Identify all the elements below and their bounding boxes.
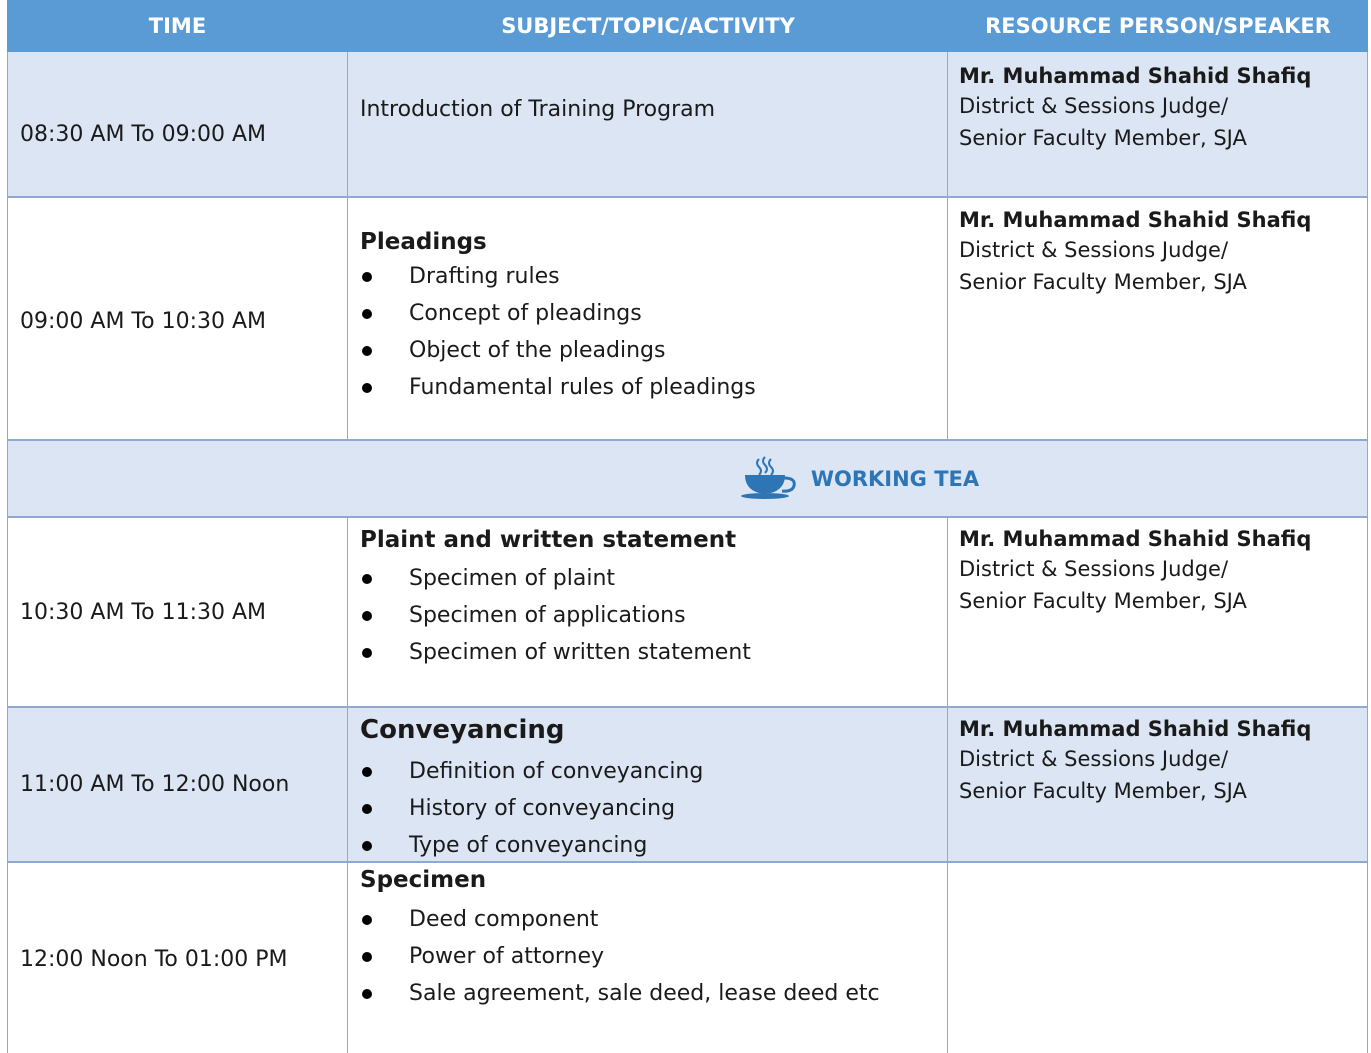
topic-title: Conveyancing [360,715,565,745]
topic-title: Pleadings [360,229,487,255]
table-row [7,863,1368,1053]
list-item: Specimen of plaint [348,560,751,597]
topic-bullets [348,258,756,406]
speaker-affiliation: Senior Faculty Member, SJA [959,270,1247,294]
list-item: Fundamental rules of pleadings [348,369,756,406]
break-row [7,441,1368,517]
time-cell: 11:00 AM To 12:00 Noon [20,772,290,797]
table-row [7,518,1368,707]
speaker-title: District & Sessions Judge/ [959,94,1229,118]
topic-bullets [348,560,751,671]
list-item: Concept of pleadings [348,295,756,332]
list-item: Specimen of written statement [348,634,751,671]
speaker-name: Mr. Muhammad Shahid Shafiq [959,527,1312,551]
list-item: Drafting rules [348,258,756,295]
header-subject: SUBJECT/TOPIC/ACTIVITY [348,0,948,52]
list-item: Specimen of applications [348,597,751,634]
time-cell: 12:00 Noon To 01:00 PM [20,947,288,972]
speaker-name: Mr. Muhammad Shahid Shafiq [959,64,1312,88]
table-row [7,708,1368,862]
speaker-title: District & Sessions Judge/ [959,238,1229,262]
speaker-title: District & Sessions Judge/ [959,747,1229,771]
list-item: Type of conveyancing [348,827,703,864]
speaker-name: Mr. Muhammad Shahid Shafiq [959,208,1312,232]
list-item: Deed component [348,901,880,938]
table-row [7,52,1368,197]
time-cell: 08:30 AM To 09:00 AM [20,122,266,147]
speaker-affiliation: Senior Faculty Member, SJA [959,779,1247,803]
list-item: Definition of conveyancing [348,753,703,790]
speaker-title: District & Sessions Judge/ [959,557,1229,581]
speaker-affiliation: Senior Faculty Member, SJA [959,589,1247,613]
schedule-table [7,0,1368,1053]
table-row [7,198,1368,440]
list-item: Sale agreement, sale deed, lease deed etc [348,975,880,1012]
topic-bullets [348,753,703,864]
speaker-name: Mr. Muhammad Shahid Shafiq [959,717,1312,741]
tea-cup-icon [737,455,801,503]
topic-title: Specimen [360,867,487,893]
header-resource: RESOURCE PERSON/SPEAKER [948,0,1368,52]
time-cell: 09:00 AM To 10:30 AM [20,309,266,334]
topic-bullets [348,901,880,1012]
time-cell: 10:30 AM To 11:30 AM [20,600,266,625]
list-item: History of conveyancing [348,790,703,827]
break-label: WORKING TEA [810,467,980,491]
topic-title: Plaint and written statement [360,527,737,553]
header-time: TIME [7,0,348,52]
list-item: Object of the pleadings [348,332,756,369]
speaker-affiliation: Senior Faculty Member, SJA [959,126,1247,150]
list-item: Power of attorney [348,938,880,975]
topic-text: Introduction of Training Program [360,97,716,122]
